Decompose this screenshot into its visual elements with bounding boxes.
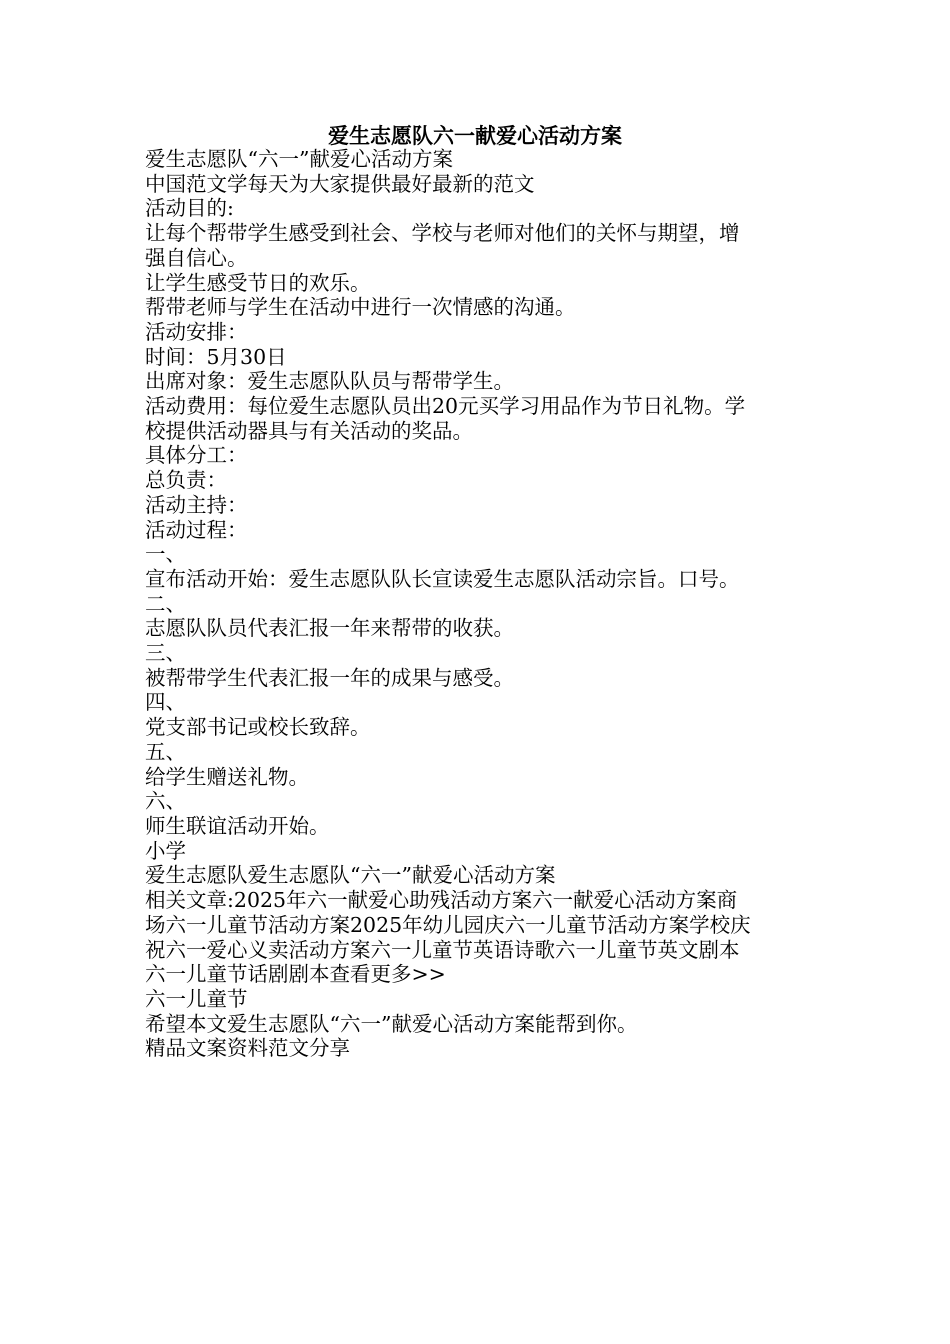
paragraph-line: 爱生志愿队爱生志愿队“六一”献爱心活动方案 [145, 863, 556, 888]
paragraph-line: 强自信心。 [145, 245, 248, 270]
document-body [145, 147, 805, 1061]
paragraph-line: 帮带老师与学生在活动中进行一次情感的沟通。 [145, 295, 576, 320]
paragraph-line: 校提供活动器具与有关活动的奖品。 [145, 418, 473, 443]
step-text: 宣布活动开始：爱生志愿队队长宣读爱生志愿队活动宗旨。口号。 [145, 566, 740, 591]
step-text: 给学生赠送礼物。 [145, 764, 309, 789]
category-tag: 小学 [145, 838, 186, 863]
paragraph-line: 活动费用：每位爱生志愿队员出20元买学习用品作为节日礼物。学 [145, 394, 746, 419]
line-source: 中国范文学每天为大家提供最好最新的范文 [145, 171, 535, 196]
step-number: 六、 [145, 789, 186, 814]
paragraph-line: 总负责： [145, 468, 227, 493]
heading-purpose: 活动目的: [145, 196, 234, 221]
footer-line: 精品文案资料范文分享 [145, 1036, 350, 1061]
step-number: 三、 [145, 641, 186, 666]
step-number: 四、 [145, 690, 186, 715]
related-articles: 相关文章:2025年六一献爱心助残活动方案六一献爱心活动方案商 [145, 888, 738, 913]
step-number: 五、 [145, 739, 186, 764]
step-number: 二、 [145, 591, 186, 616]
document-title: 爱生志愿队六一献爱心活动方案 [328, 123, 622, 148]
category-tag: 六一儿童节 [145, 986, 248, 1011]
paragraph-line: 让每个帮带学生感受到社会、学校与老师对他们的关怀与期望，增 [145, 221, 740, 246]
related-articles: 场六一儿童节活动方案2025年幼儿园庆六一儿童节活动方案学校庆 [145, 912, 751, 937]
step-text: 师生联谊活动开始。 [145, 813, 330, 838]
closing-line: 希望本文爱生志愿队“六一”献爱心活动方案能帮到你。 [145, 1011, 638, 1036]
heading-process: 活动过程： [145, 517, 248, 542]
related-articles: 六一儿童节话剧剧本查看更多>> [145, 962, 446, 987]
step-text: 党支部书记或校长致辞。 [145, 715, 371, 740]
step-text: 被帮带学生代表汇报一年的成果与感受。 [145, 665, 514, 690]
step-text: 志愿队队员代表汇报一年来帮带的收获。 [145, 616, 514, 641]
paragraph-line: 活动主持： [145, 492, 248, 517]
heading-division: 具体分工： [145, 443, 248, 468]
line-subtitle: 爱生志愿队“六一”献爱心活动方案 [145, 147, 453, 171]
paragraph-line: 让学生感受节日的欢乐。 [145, 270, 371, 295]
heading-arrangement: 活动安排： [145, 319, 248, 344]
related-articles: 祝六一爱心义卖活动方案六一儿童节英语诗歌六一儿童节英文剧本 [145, 937, 740, 962]
step-number: 一、 [145, 542, 186, 567]
paragraph-line: 出席对象：爱生志愿队队员与帮带学生。 [145, 369, 514, 394]
paragraph-line: 时间：5月30日 [145, 344, 287, 369]
